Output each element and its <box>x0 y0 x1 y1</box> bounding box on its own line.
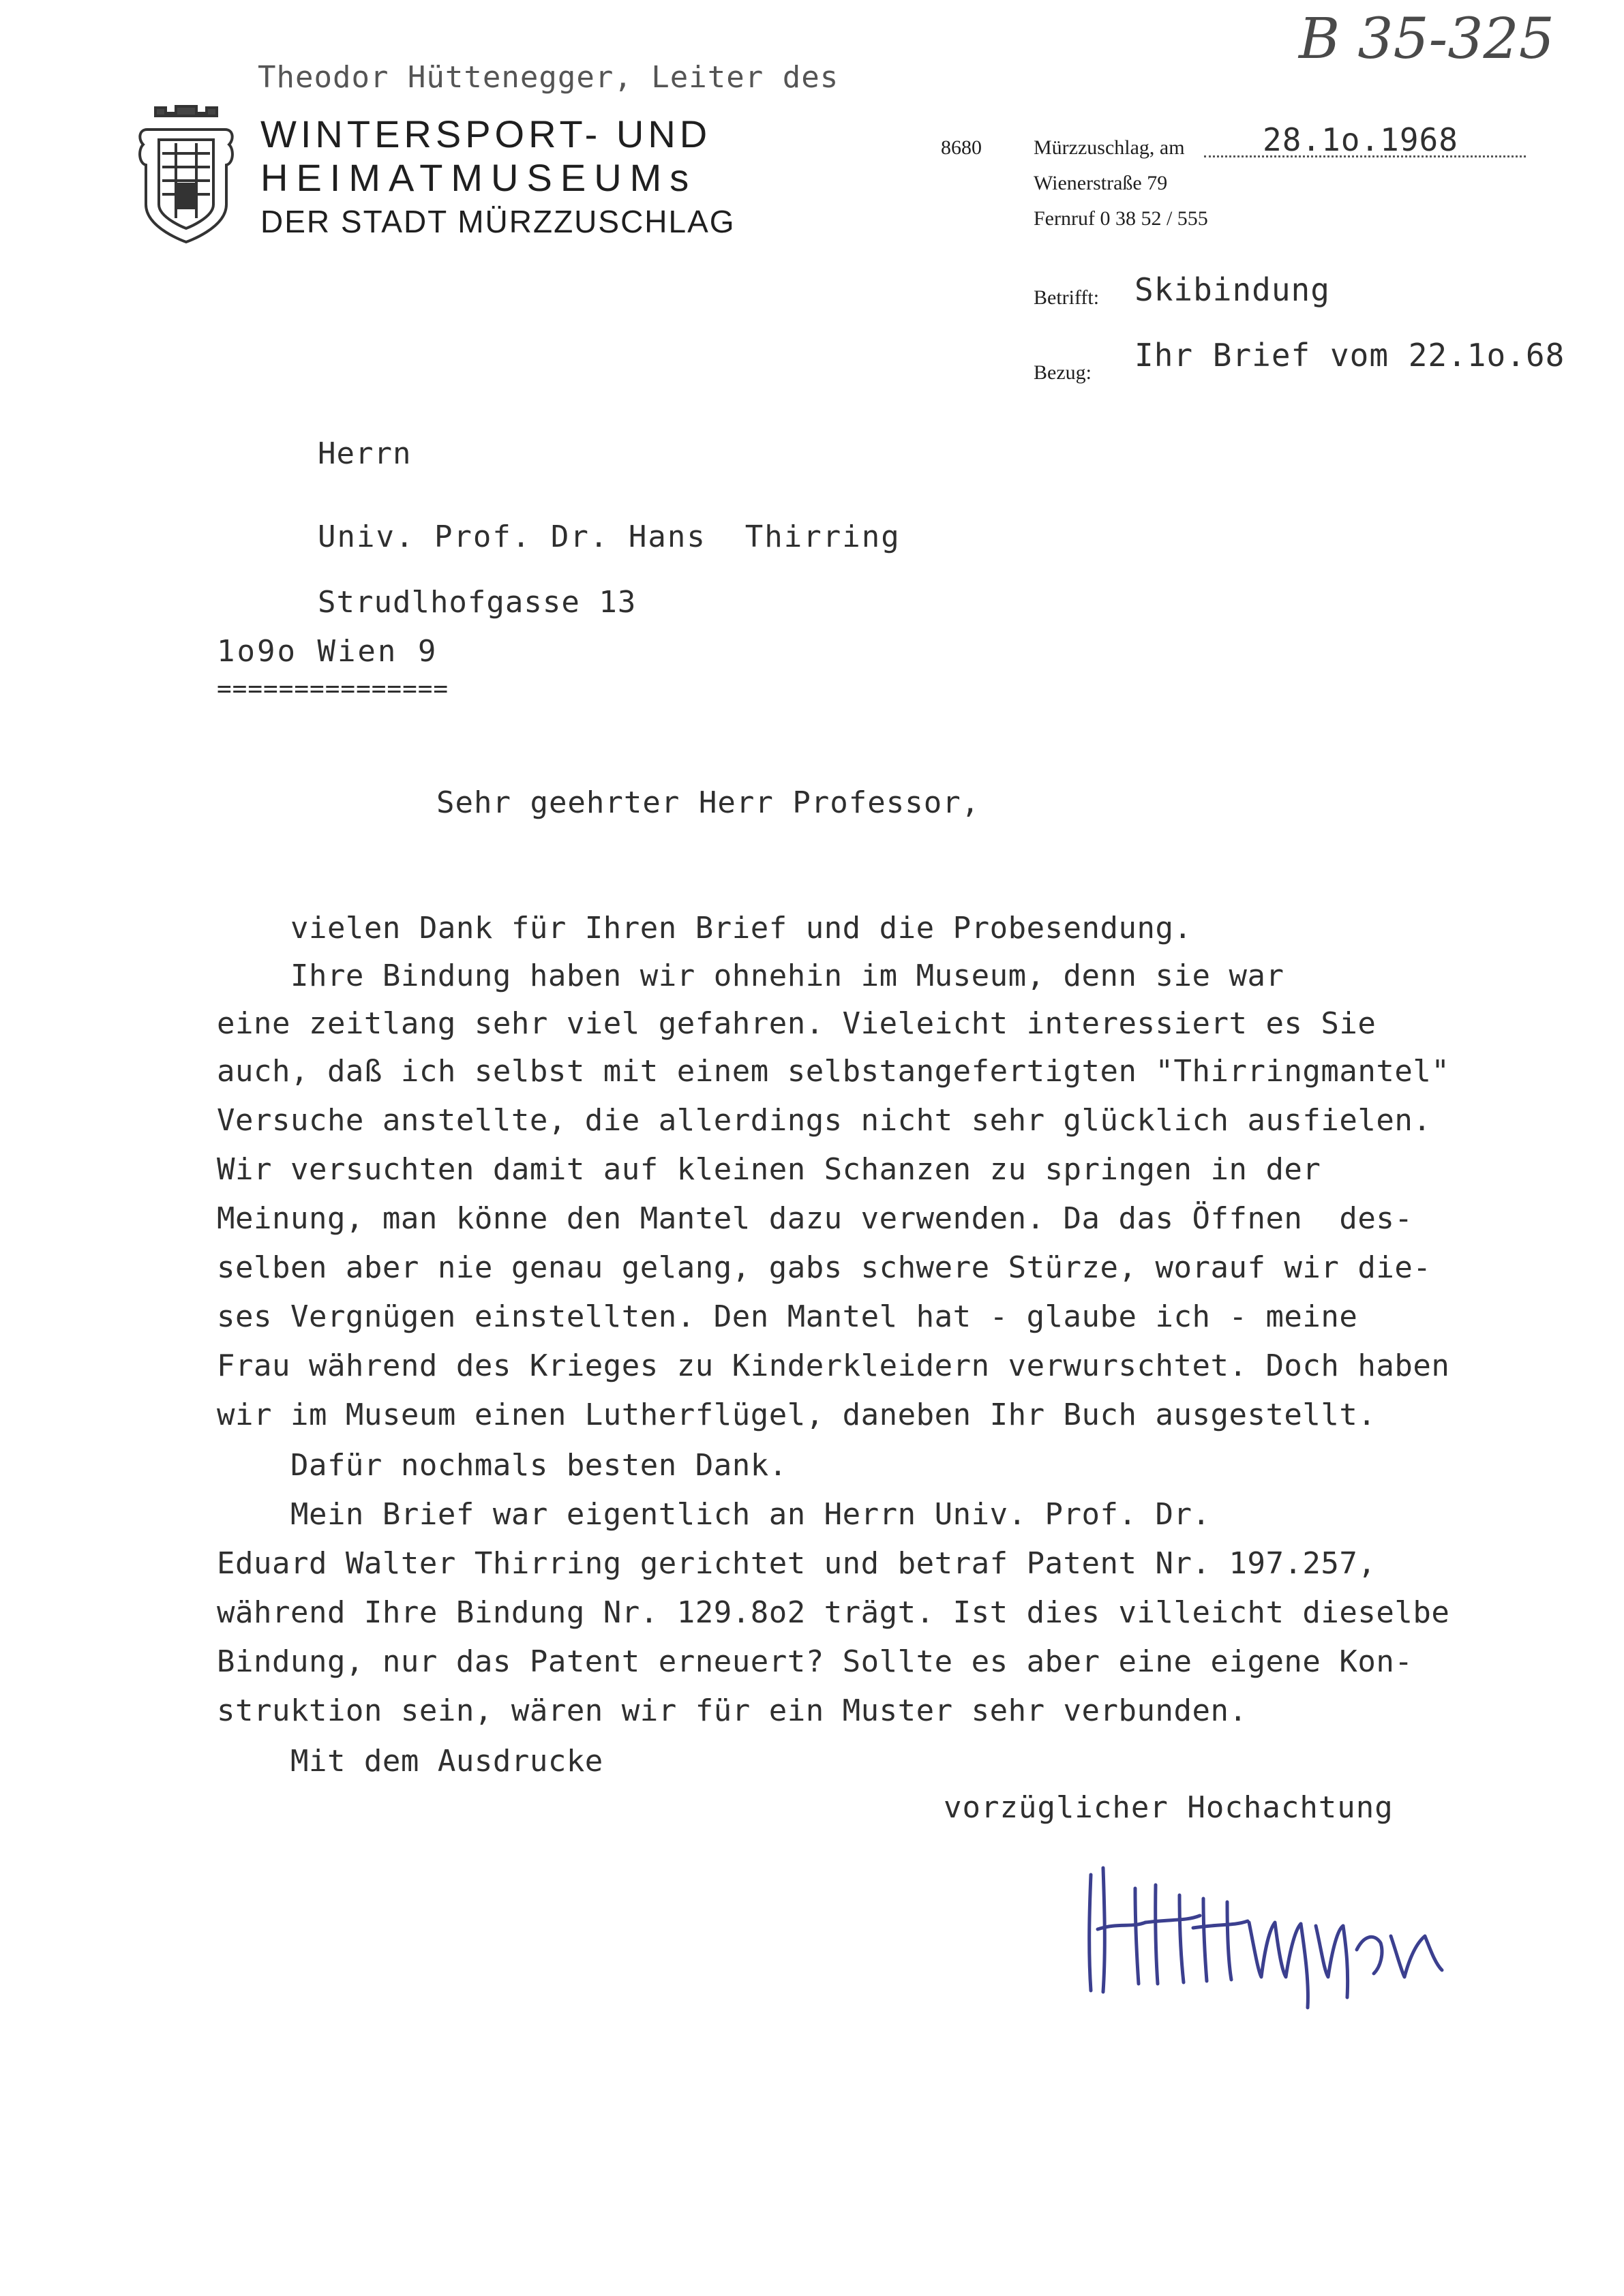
body-line: Eduard Walter Thirring gerichtet und betraf Patent Nr. 197.257, <box>217 1546 1377 1581</box>
body-line: Versuche anstellte, die allerdings nicht sehr glücklich ausfielen. <box>217 1103 1432 1138</box>
body-line: Frau während des Krieges zu Kinderkleidern verwurschtet. Doch haben <box>217 1348 1450 1383</box>
body-line: Meinung, man könne den Mantel dazu verwenden. Da das Öffnen des- <box>217 1201 1413 1236</box>
museum-name-line2: HEIMATMUSEUMs <box>260 156 697 199</box>
museum-name-line3: DER STADT MÜRZZUSCHLAG <box>260 204 736 239</box>
letter-date: 28.1o.1968 <box>1263 121 1458 158</box>
reference-value: Ihr Brief vom 22.1o.68 <box>1134 337 1565 374</box>
body-line: struktion sein, wären wir für ein Muster sehr verbunden. <box>217 1693 1248 1728</box>
body-line: wir im Museum einen Lutherflügel, daneben Ihr Buch ausgestellt. <box>217 1398 1377 1432</box>
phone-number: Fernruf 0 38 52 / 555 <box>1034 207 1208 230</box>
sender-line: Theodor Hüttenegger, Leiter des <box>258 60 839 95</box>
body-line: Wir versuchten damit auf kleinen Schanzen zu springen in der <box>217 1152 1321 1187</box>
body-line: vielen Dank für Ihren Brief und die Probesendung. <box>217 911 1192 946</box>
greeting: Sehr geehrter Herr Professor, <box>436 785 980 820</box>
city-crest-icon <box>135 102 237 245</box>
body-line: Dafür nochmals besten Dank. <box>217 1448 787 1483</box>
street-address: Wienerstraße 79 <box>1034 172 1168 194</box>
body-line: Ihre Bindung haben wir ohnehin im Museum, denn sie war <box>217 958 1284 993</box>
body-line: auch, daß ich selbst mit einem selbstangefertigten "Thirringmantel" <box>217 1054 1450 1089</box>
body-line: Bindung, nur das Patent erneuert? Sollte es aber eine eigene Kon- <box>217 1644 1413 1679</box>
subject-label: Betrifft: <box>1034 286 1100 309</box>
closing: vorzüglicher Hochachtung <box>944 1790 1394 1825</box>
signature-text: Hüttenegger <box>1070 1847 1074 1848</box>
body-line: selben aber nie genau gelang, gabs schwere Stürze, worauf wir die- <box>217 1250 1432 1285</box>
recipient-name: Univ. Prof. Dr. Hans Thirring <box>318 519 901 554</box>
body-line: ses Vergnügen einstellten. Den Mantel hat - glaube ich - meine <box>217 1299 1358 1334</box>
museum-name-line1: WINTERSPORT- UND <box>260 112 712 155</box>
body-line: eine zeitlang sehr viel gefahren. Vieleicht interessiert es Sie <box>217 1006 1377 1041</box>
postcode: 8680 <box>941 136 982 159</box>
recipient-city: 1o9o Wien 9 <box>217 634 438 669</box>
place-label: Mürzzuschlag, am <box>1034 136 1185 159</box>
recipient-street: Strudlhofgasse 13 <box>318 585 637 620</box>
recipient-underline: =============== <box>217 675 449 703</box>
reference-label: Bezug: <box>1034 361 1092 384</box>
recipient-salutation: Herrn <box>318 436 412 471</box>
body-line: Mein Brief war eigentlich an Herrn Univ. Prof. Dr. <box>217 1497 1211 1532</box>
body-line: Mit dem Ausdrucke <box>217 1744 603 1779</box>
archive-number: B 35-325 <box>1299 7 1554 72</box>
body-line: während Ihre Bindung Nr. 129.8o2 trägt. Ist dies villeicht dieselbe <box>217 1595 1450 1630</box>
subject-value: Skibindung <box>1134 271 1330 308</box>
signature <box>1070 1847 1479 2011</box>
